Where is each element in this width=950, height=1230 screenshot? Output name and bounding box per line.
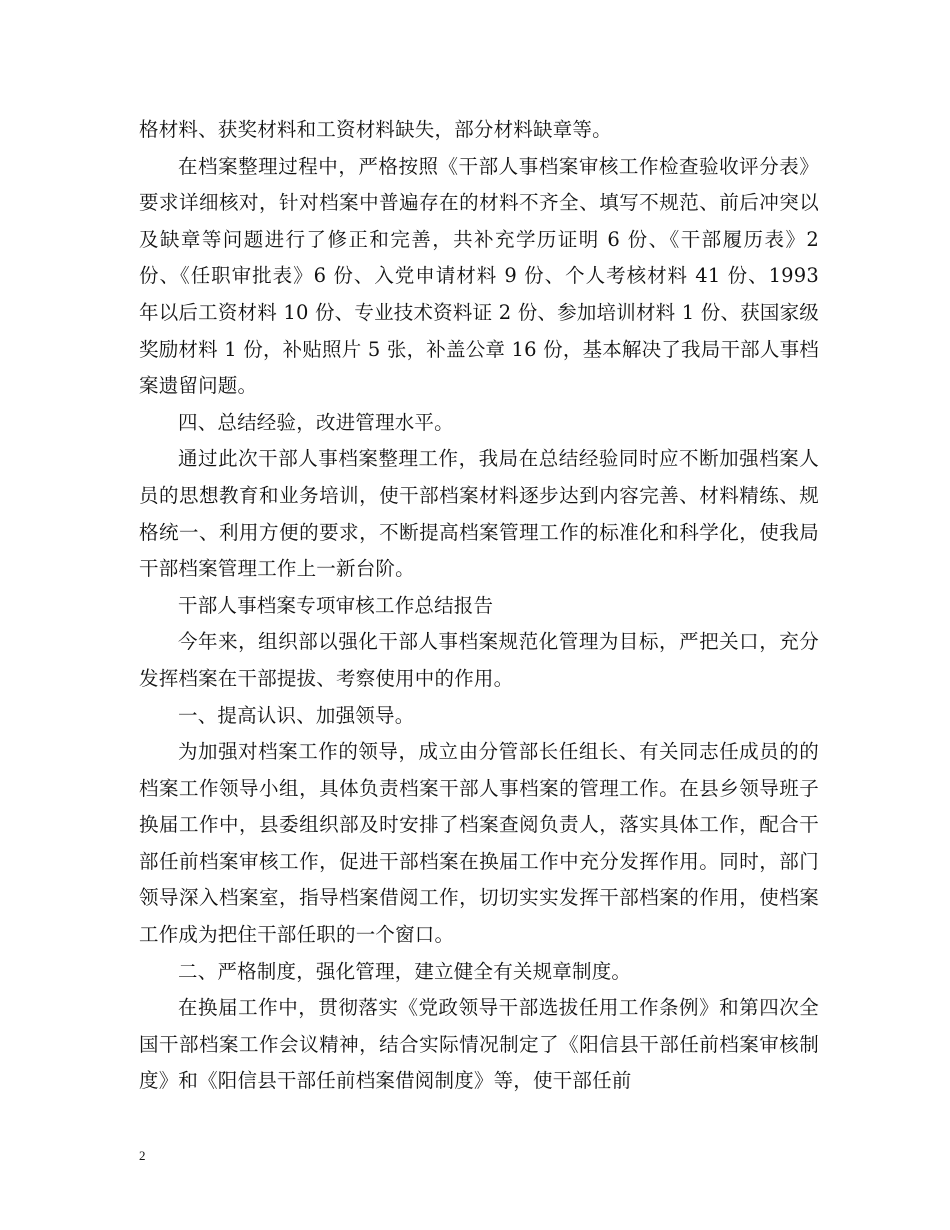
paragraph-rules: 在换届工作中，贯彻落实《党政领导干部选拔任用工作条例》和第四次全国干部档案工作会议精神，结合实际情况制定了《阳信县干部任前档案审核制度》和《阳信县干部任前档案借阅制度》等，使干部任前 (139, 996, 819, 1093)
paragraph-summary-experience: 通过此次干部人事档案整理工作，我局在总结经验同时应不断加强档案人员的思想教育和业务培训，使干部档案材料逐步达到内容完善、材料精练、规格统一、利用方便的要求，不断提高档案管理工作的标准化和科学化，使我局干部档案管理工作上一新台阶。 (139, 447, 819, 581)
paragraph-archive-organizing: 在档案整理过程中，严格按照《干部人事档案审核工作检查验收评分表》要求详细核对，针对档案中普遍存在的材料不齐全、填写不规范、前后冲突以及缺章等问题进行了修正和完善，共补充学历证明 6 份、《干部履历表》2 份、《任职审批表》6 份、入党申请材料 9 份、个人考核材料 41 份、1993 年以后工资材料 10 份、专业技术资料证 2 份、参加培训材料 1 份、获国家级奖励材料 1 份，补贴照片 5 张，补盖公章 16 份，基本解决了我局干部人事档案遗留问题。 (139, 154, 819, 398)
document-body (139, 112, 819, 1100)
section-heading-1: 一、提高认识、加强领导。 (178, 703, 415, 727)
paragraph-continuation: 格材料、获奖材料和工资材料缺失，部分材料缺章等。 (139, 118, 612, 141)
paragraph-leadership: 为加强对档案工作的领导，成立由分管部长任组长、有关同志任成员的的档案工作领导小组，具体负责档案干部人事档案的管理工作。在县乡领导班子换届工作中，县委组织部及时安排了档案查阅负责人，落实具体工作，配合干部任前档案审核工作，促进干部档案在换届工作中充分发挥作用。同时，部门领导深入档案室，指导档案借阅工作，切切实实发挥干部档案的作用，使档案工作成为把住干部任职的一个窗口。 (139, 740, 819, 947)
paragraph-intro: 今年来，组织部以强化干部人事档案规范化管理为目标，严把关口，充分发挥档案在干部提拔、考察使用中的作用。 (139, 630, 819, 690)
section-heading-2: 二、严格制度，强化管理，建立健全有关规章制度。 (178, 959, 632, 983)
report-title: 干部人事档案专项审核工作总结报告 (178, 593, 494, 617)
page-number: 2 (139, 1148, 146, 1163)
section-heading-4: 四、总结经验，改进管理水平。 (178, 410, 454, 434)
